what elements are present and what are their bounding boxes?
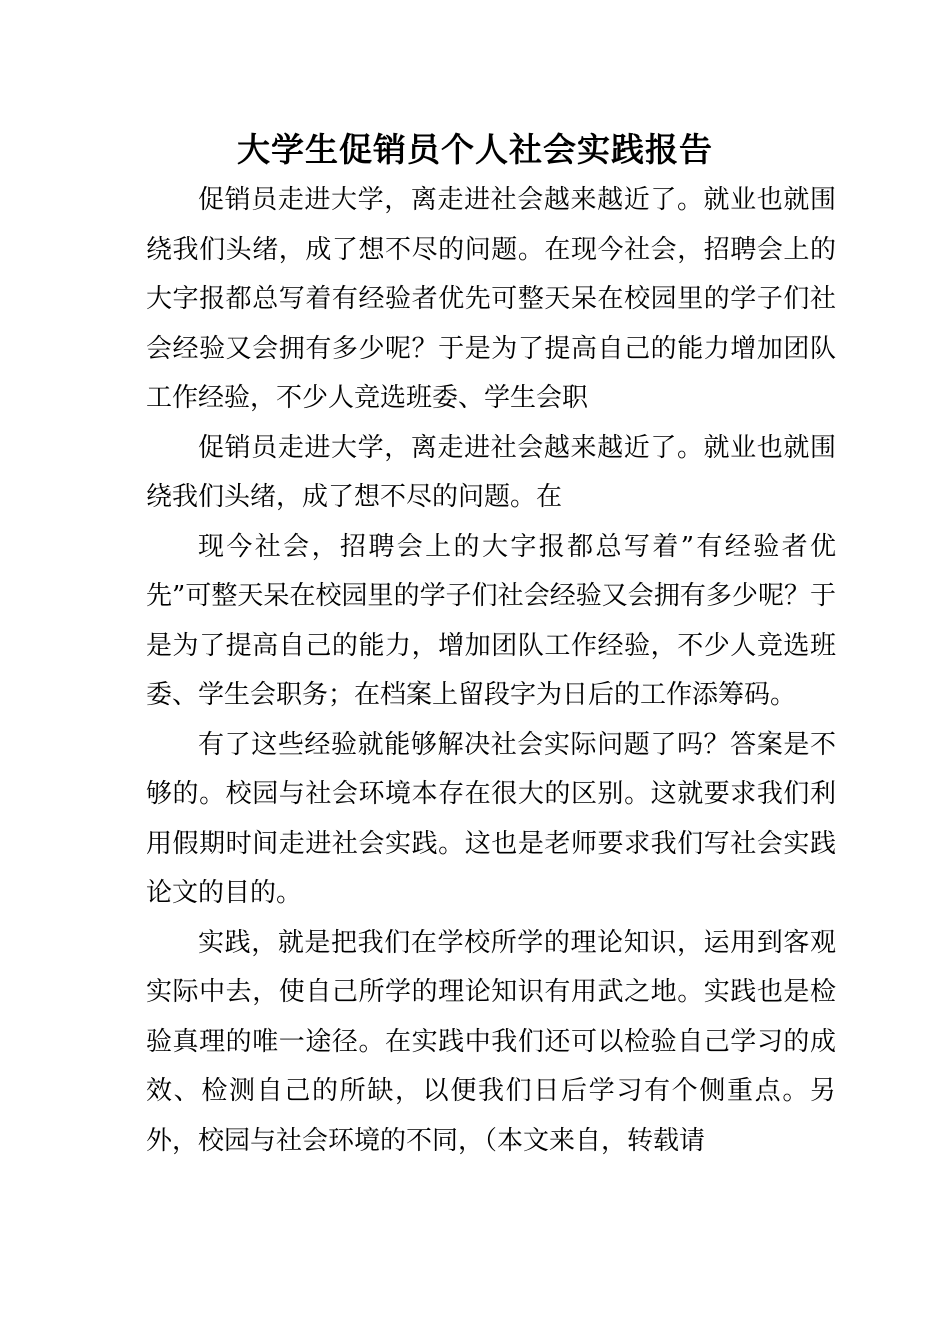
paragraph-5: 实践，就是把我们在学校所学的理论知识，运用到客观实际中去，使自己所学的理论知识有用武之地。实践也是检验真理的唯一途径。在实践中我们还可以检验自己学习的成效、检测自己的所缺，以便我们日后学习有个侧重点。另外，校园与社会环境的不同，（本文来自，转载请 xyxy=(146,927,836,1156)
document-body xyxy=(146,176,836,1166)
paragraph-3: 现今社会，招聘会上的大字报都总写着”有经验者优先”可整天呆在校园里的学子们社会经验又会拥有多少呢？于是为了提高自己的能力，增加团队工作经验，不少人竞选班委、学生会职务；在档案上留段字为日后的工作添筹码。 xyxy=(146,531,836,710)
paragraph-2: 促销员走进大学，离走进社会越来越近了。就业也就围绕我们头绪，成了想不尽的问题。在 xyxy=(146,432,836,512)
paragraph-1: 促销员走进大学，离走进社会越来越近了。就业也就围绕我们头绪，成了想不尽的问题。在现今社会，招聘会上的大字报都总写着有经验者优先可整天呆在校园里的学子们社会经验又会拥有多少呢？于是为了提高自己的能力增加团队工作经验，不少人竞选班委、学生会职 xyxy=(146,185,836,413)
paragraph-4: 有了这些经验就能够解决社会实际问题了吗？答案是不够的。校园与社会环境本存在很大的区别。这就要求我们利用假期时间走进社会实践。这也是老师要求我们写社会实践论文的目的。 xyxy=(146,729,836,908)
document-title: 大学生促销员个人社会实践报告 xyxy=(237,130,713,169)
